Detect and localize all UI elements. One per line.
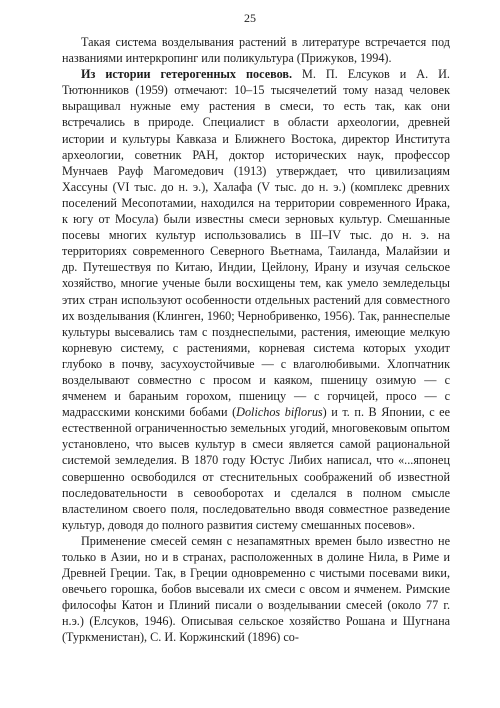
paragraph-history-text-part1: М. П. Елсуков и А. И. Тютюнников (1959) отмечают: 10–15 тысячелетий тому назад человек выращивал нужные ему растения в смеси, то есть так, как они встречались в природе. Специалист в области археологии, древней истории и культуры Кавказа и Ближнего Востока, директор Института археологии, советник РАН, доктор исторических наук, профессор Мунчаев Рауф Магомедович (1913) утверждает, что цивилизациям Хассуны (VI тыс. до н. э.), Халафа (V тыс. до н. э.) (комплекс древних поселений Месопотамии, находился на территории современного Ирака, к югу от Мосула) были известны смеси зерновых культур. Смешанные посевы многих культур использовались в III–IV тыс. до н. э. на территориях современного Северного Вьетнама, Таиланда, Малайзии и др. Путешествуя по Китаю, Индии, Цейлону, Ирану и изучая сельское хозяйство, многие ученые были восхищены тем, как умело земледельцы этих стран используют особенности отдельных растений для совместного их возделывания (Клинген, 1960; Чернобривенко, 1956). Так, раннеспелые культуры высевались там с позднеспелыми, растения, имеющие мелкую корневую систему, с растениями, корневая система которых уходит глубоко в почву, засухоустойчивые — с влаголюбивыми. Хлопчатник возделывают совместно с просом и каяком, пшеницу озимую — с ячменем и бараньим горохом, пшеницу — с горчицей, просо — с мадрасскими конскими бобами ( xyxy=(62,67,450,420)
section-lead-heading: Из истории гетерогенных посевов. xyxy=(81,67,293,82)
body-text xyxy=(62,34,450,646)
paragraph-history-text-part2: ) и т. п. В Японии, с ее естественной ограниченностью земельных угодий, многовековым опытом установлено, что высев культур в смеси является самой рациональной системой земледелия. В 1870 году Юстус Либих написал, что «...японец совершенно освободился от стеснительных соображений об известной последовательности в севооборотах и сделался в полном смысле властелином своего поля, последовательно вводя совместное разведение культур, доводя до полного развития систему смешанных посевов». xyxy=(62,405,450,532)
paragraph-ancient-world: Применение смесей семян с незапамятных времен было известно не только в Азии, но и в странах, расположенных в долине Нила, в Риме и Древней Греции. Так, в Греции одновременно с чистыми посевами вики, овечьего горошка, бобов высевали их смеси с овсом и ячменем. Римские философы Катон и Плиний писали о возделывании смесей (около 77 г. н.э.) (Елсуков, 1946). Описывая сельское хозяйство Рошана и Шугнана (Туркменистан), С. И. Коржинский (1896) со- xyxy=(62,533,450,645)
paragraph-intro: Такая система возделывания растений в литературе встречается под названиями интеркропинг или поликультура (Прижуков, 1994). xyxy=(62,35,450,66)
latin-species-name: Dolichos biflorus xyxy=(236,405,323,420)
paragraph-history xyxy=(62,66,450,533)
page-number: 25 xyxy=(244,11,256,25)
